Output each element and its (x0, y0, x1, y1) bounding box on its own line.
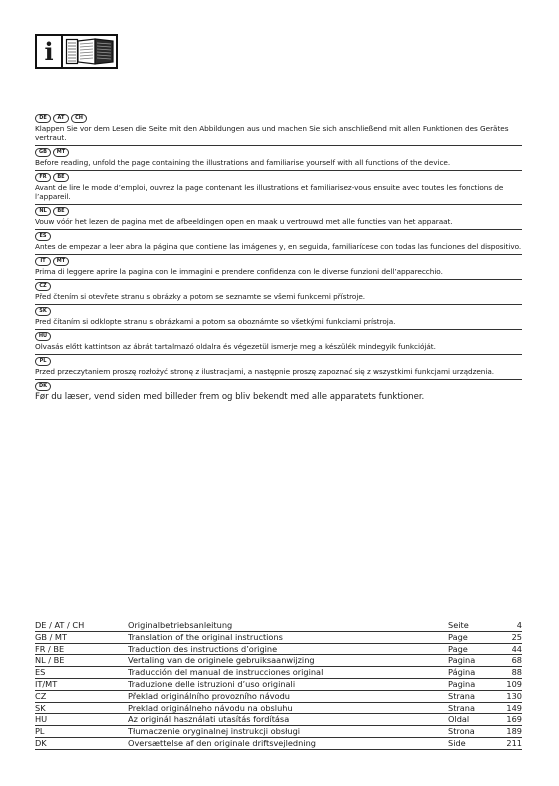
toc-page-label: Page (448, 643, 498, 655)
toc-language: DK (35, 737, 128, 749)
instruction-text: Przed przeczytaniem proszę rozłożyć stronę z ilustracjami, a następnie proszę zapoznać się z wszystkimi funkcjami urządzenia. (35, 367, 495, 376)
toc-page-number: 25 (498, 631, 522, 643)
instruction-text: Before reading, unfold the page containing the illustrations and familiarise yourself with all functions of the device. (35, 158, 451, 167)
toc-language: PL (35, 726, 128, 738)
instruction-text: Před čtením si otevřete stranu s obrázky a potom se seznamte se všemi funkcemi přístroje. (35, 292, 366, 301)
toc-row (35, 714, 522, 726)
toc-title: Oversættelse af den originale driftsvejledning (128, 737, 448, 749)
language-tag: IT (35, 257, 51, 266)
language-tag: DE (35, 114, 51, 123)
toc-language: ES (35, 667, 128, 679)
toc-page-label: Pagina (448, 678, 498, 690)
toc-page-number: 169 (498, 714, 522, 726)
language-block-fr (35, 171, 522, 205)
toc-page-label: Side (448, 737, 498, 749)
language-block-cz (35, 280, 522, 305)
toc-page-number: 189 (498, 726, 522, 738)
toc-title: Traducción del manual de instrucciones original (128, 667, 448, 679)
table-of-contents (35, 620, 522, 750)
toc-language: DE / AT / CH (35, 620, 128, 631)
toc-row (35, 643, 522, 655)
toc-page-label: Seite (448, 620, 498, 631)
language-tag: DK (35, 382, 51, 391)
toc-page-number: 130 (498, 690, 522, 702)
language-block-pl (35, 355, 522, 380)
language-block-dk (35, 380, 522, 406)
language-tag: FR (35, 173, 51, 182)
toc-page-label: Oldal (448, 714, 498, 726)
language-tag: GB (35, 148, 51, 157)
toc-language: FR / BE (35, 643, 128, 655)
toc-page-label: Page (448, 631, 498, 643)
toc-language: GB / MT (35, 631, 128, 643)
instruction-text: Vouw vóór het lezen de pagina met de afbeeldingen open en maak u vertrouwd met alle functies van het apparaat. (35, 217, 453, 226)
toc-title: Preklad originálneho návodu na obsluhu (128, 702, 448, 714)
toc-row (35, 690, 522, 702)
toc-row (35, 655, 522, 667)
toc-page-label: Pagina (448, 655, 498, 667)
language-block-gb (35, 146, 522, 171)
toc-title: Vertaling van de originele gebruiksaanwijzing (128, 655, 448, 667)
toc-language: SK (35, 702, 128, 714)
toc-page-number: 88 (498, 667, 522, 679)
toc-page-number: 44 (498, 643, 522, 655)
toc-row (35, 737, 522, 749)
language-block-it (35, 255, 522, 280)
toc-title: Az originál használati utasítás fordítása (128, 714, 448, 726)
toc-page-number: 211 (498, 737, 522, 749)
toc-row (35, 620, 522, 631)
toc-title: Překlad originálního provozního návodu (128, 690, 448, 702)
instruction-text: Avant de lire le mode d’emploi, ouvrez la page contenant les illustrations et familiarisez-vous ensuite avec toutes les fonctions de l’appareil. (35, 183, 504, 201)
language-tag: MT (53, 148, 69, 157)
toc-title: Translation of the original instructions (128, 631, 448, 643)
language-tag: PL (35, 357, 51, 366)
toc-page-label: Strana (448, 702, 498, 714)
toc-page-number: 149 (498, 702, 522, 714)
info-manual-icon (35, 34, 118, 69)
language-tag: ES (35, 232, 51, 241)
toc-row (35, 702, 522, 714)
toc-title: Originalbetriebsanleitung (128, 620, 448, 631)
toc-language: IT/MT (35, 678, 128, 690)
toc-page-number: 4 (498, 620, 522, 631)
toc-row (35, 667, 522, 679)
toc-language: NL / BE (35, 655, 128, 667)
language-tag: SK (35, 307, 51, 316)
language-tag: AT (53, 114, 69, 123)
info-icon: i (37, 36, 63, 67)
instruction-text: Pred čítaním si odklopte stranu s obrázkami a potom sa oboznámte so všetkými funkciami prístroja. (35, 317, 396, 326)
language-block-de (35, 112, 522, 146)
toc-page-number: 109 (498, 678, 522, 690)
language-tag: BE (53, 207, 69, 216)
toc-language: HU (35, 714, 128, 726)
language-tag: CH (71, 114, 87, 123)
toc-title: Tłumaczenie oryginalnej instrukcji obsługi (128, 726, 448, 738)
toc-page-label: Strana (448, 690, 498, 702)
language-tag: BE (53, 173, 69, 182)
toc-page-label: Página (448, 667, 498, 679)
language-tag: HU (35, 332, 51, 341)
language-tag: NL (35, 207, 51, 216)
toc-row (35, 631, 522, 643)
instruction-text: Prima di leggere aprire la pagina con le immagini e prendere confidenza con le diverse funzioni dell’apparecchio. (35, 267, 443, 276)
language-block-sk (35, 305, 522, 330)
toc-title: Traduzione delle istruzioni d’uso originali (128, 678, 448, 690)
toc-language: CZ (35, 690, 128, 702)
language-tag: MT (53, 257, 69, 266)
instruction-text: Antes de empezar a leer abra la página que contiene las imágenes y, en seguida, familiarícese con todas las funciones del dispositivo. (35, 242, 522, 251)
toc-page-number: 68 (498, 655, 522, 667)
instruction-text: Klappen Sie vor dem Lesen die Seite mit den Abbildungen aus und machen Sie sich anschließend mit allen Funktionen des Gerätes vertraut. (35, 124, 509, 142)
language-instructions (35, 112, 522, 406)
open-book-icon (63, 36, 116, 67)
language-block-es (35, 230, 522, 255)
language-tag: CZ (35, 282, 51, 291)
instruction-text: Før du læser, vend siden med billeder frem og bliv bekendt med alle apparatets funktioner. (35, 392, 425, 402)
toc-row (35, 726, 522, 738)
instruction-text: Olvasás előtt kattintson az ábrát tartalmazó oldalra és végezetül ismerje meg a készülék mindegyik funkcióját. (35, 342, 436, 351)
toc-title: Traduction des instructions d’origine (128, 643, 448, 655)
language-block-hu (35, 330, 522, 355)
language-block-nl (35, 205, 522, 230)
toc-row (35, 678, 522, 690)
toc-page-label: Strona (448, 726, 498, 738)
